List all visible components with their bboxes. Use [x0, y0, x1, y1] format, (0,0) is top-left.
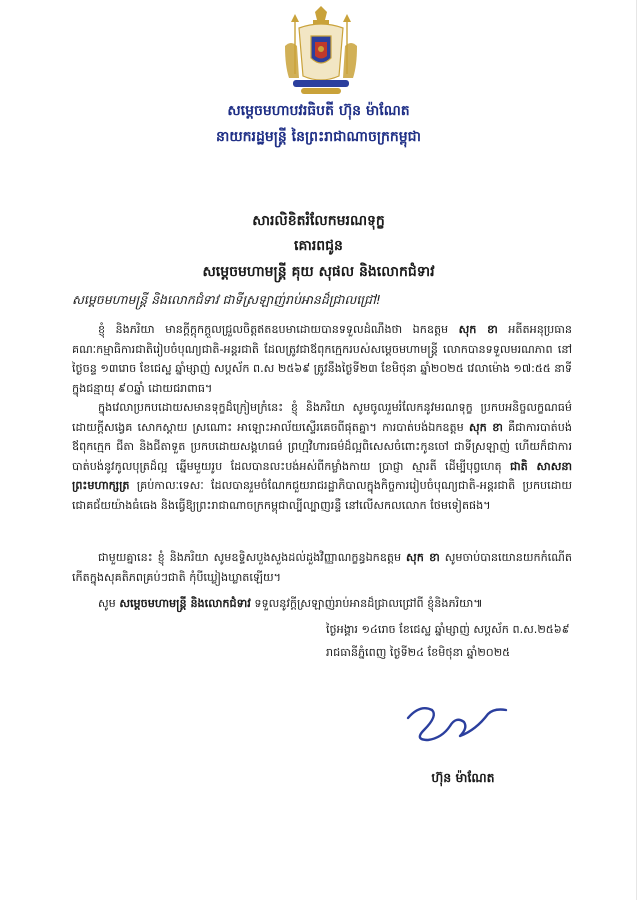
- letter-title: សារលិខិតរំលែកមរណទុក្ខ: [252, 213, 385, 229]
- solar-date: រាជធានីភ្នំពេញ ថ្ងៃទី២៤ ខែមិថុនា ឆ្នាំ២០២៥: [326, 646, 511, 659]
- paragraph-4: សូម សម្តេចមហាមន្ត្រី និងលោកជំទាវ ទទួលនូវក្តីស្រឡាញ់រាប់អានដ៏ជ្រាលជ្រៅពី ខ្ញុំនិងភរិយា៕: [98, 597, 483, 610]
- signer-name: ហ៊ុន ម៉ាណែត: [431, 770, 495, 785]
- royal-coat-of-arms-icon: [279, 6, 363, 98]
- deceased-name: សុក ខា: [406, 551, 440, 564]
- recipient-name: សម្តេចមហាមន្ត្រី និងលោកជំទាវ: [119, 597, 251, 610]
- paragraph-2: ក្នុងវេលាប្រកបដោយសមានទុក្ខដ៏ក្រៀមក្រំនេះ ខ្ញុំ និងភរិយា សូមចូលរួមរំលែកនូវមរណទុក្ខ ប្រកបអនិច្ចលក្ខណធម៌ដោយក្តីសង្វេគ សោកស្តាយ ស្រណោះ អាឡោះអាល័យស្ទើរគេចពីផុតគ្នា។ ការបាត់បង់ឯកឧត្តម សុក ខា គឺជាការបាត់បង់ឪពុកក្មេក ជីតា និងជីតាទួត ប្រកបដោយសង្គហធម៌ ព្រហ្មវិហារធម៌ដ៏ល្អពិសេសចំពោះកូនចៅ ជាទីស្រឡាញ់ ហើយក៏ជាការបាត់បង់នូវកូលបុត្រដ៏ល្អ ឆ្នើមមួយរូប ដែលបានលះបង់អស់ពីកម្លាំងកាយ ប្រាជ្ញា ស្មារតី ដើម្បីបុព្វហេតុ ជាតិ សាសនា ព្រះមហាក្សត្រ គ្រប់កាលៈទេសៈ ដែលបានរួមចំណែកជួយរាជរដ្ឋាភិបាលក្នុងកិច្ចការរៀបចំបុណ្យជាតិ-អន្តរជាតិ ប្រកបដោយជោគជ័យយ៉ាងធំធេង និងធ្វើឱ្យព្រះរាជាណាចក្រកម្ពុជាល្បីល្បាញរន្ទឺ នៅលើសកលលោក ថែមទៀតផង។: [72, 401, 573, 512]
- national-motto: ជាតិ សាសនា ព្រះមហាក្សត្រ: [72, 459, 573, 493]
- paragraph-3: ជាមួយគ្នានេះ ខ្ញុំ និងភរិយា សូមឧទ្ទិសបួងសួងដល់ដួងវិញ្ញាណក្ខន្ធឯកឧត្តម សុក ខា សូមចាប់បានយោនយកកំណើតកើតក្នុងសុគតិភពគ្រប់ៗជាតិ កុំបីឃ្លៀងឃ្លាតឡើយ។: [72, 551, 572, 584]
- deceased-name: សុក ខា: [468, 420, 503, 434]
- sender-name: សម្តេចមហាបវរធិបតី ហ៊ុន ម៉ាណែត: [227, 103, 410, 119]
- letter-title-addressed-to: គោរពជូន: [294, 238, 343, 254]
- handwritten-signature-icon: [402, 700, 512, 746]
- sender-position: នាយករដ្ឋមន្ត្រី នៃព្រះរាជាណាចក្រកម្ពុជា: [215, 129, 422, 145]
- salutation: សម្តេចមហាមន្ត្រី និងលោកជំទាវ ជាទីស្រឡាញ់រាប់អានដ៏ជ្រាលជ្រៅ!: [72, 292, 381, 307]
- lunar-date: ថ្ងៃអង្គារ ១៤រោច ខែជេស្ឋ ឆ្នាំម្សាញ់ សប្តស័ក ព.ស.២៥៦៩: [326, 623, 570, 636]
- deceased-name: សុក ខា: [458, 323, 498, 336]
- paragraph-1: ខ្ញុំ និងភរិយា មានក្តីក្តុកក្តួលជ្រួលចិត្តឥតឧបមាដោយបានទទួលដំណឹងថា ឯកឧត្តម សុក ខា អតីតអនុប្រធានគណៈកម្មាធិការជាតិរៀបចំបុណ្យជាតិ-អន្តរជាតិ ដែលត្រូវជាឪពុកក្មេករបស់សម្តេចមហាមន្ត្រី លោកបានទទួលមរណភាព នៅថ្ងៃចន្ទ ១៣រោច ខែជេស្ឋ ឆ្នាំម្សាញ់ សប្តស័ក ព.ស ២៥៦៩ ត្រូវនឹងថ្ងៃទី២៣ ខែមិថុនា ឆ្នាំ២០២៥ វេលាម៉ោង ១៧:៥៥ នាទី ក្នុងជន្មាយុ ៩០ឆ្នាំ ដោយជរាពាធ។: [72, 323, 572, 395]
- letter-recipient: សម្តេចមហាមន្ត្រី គុយ សុផល និងលោកជំទាវ: [202, 264, 435, 280]
